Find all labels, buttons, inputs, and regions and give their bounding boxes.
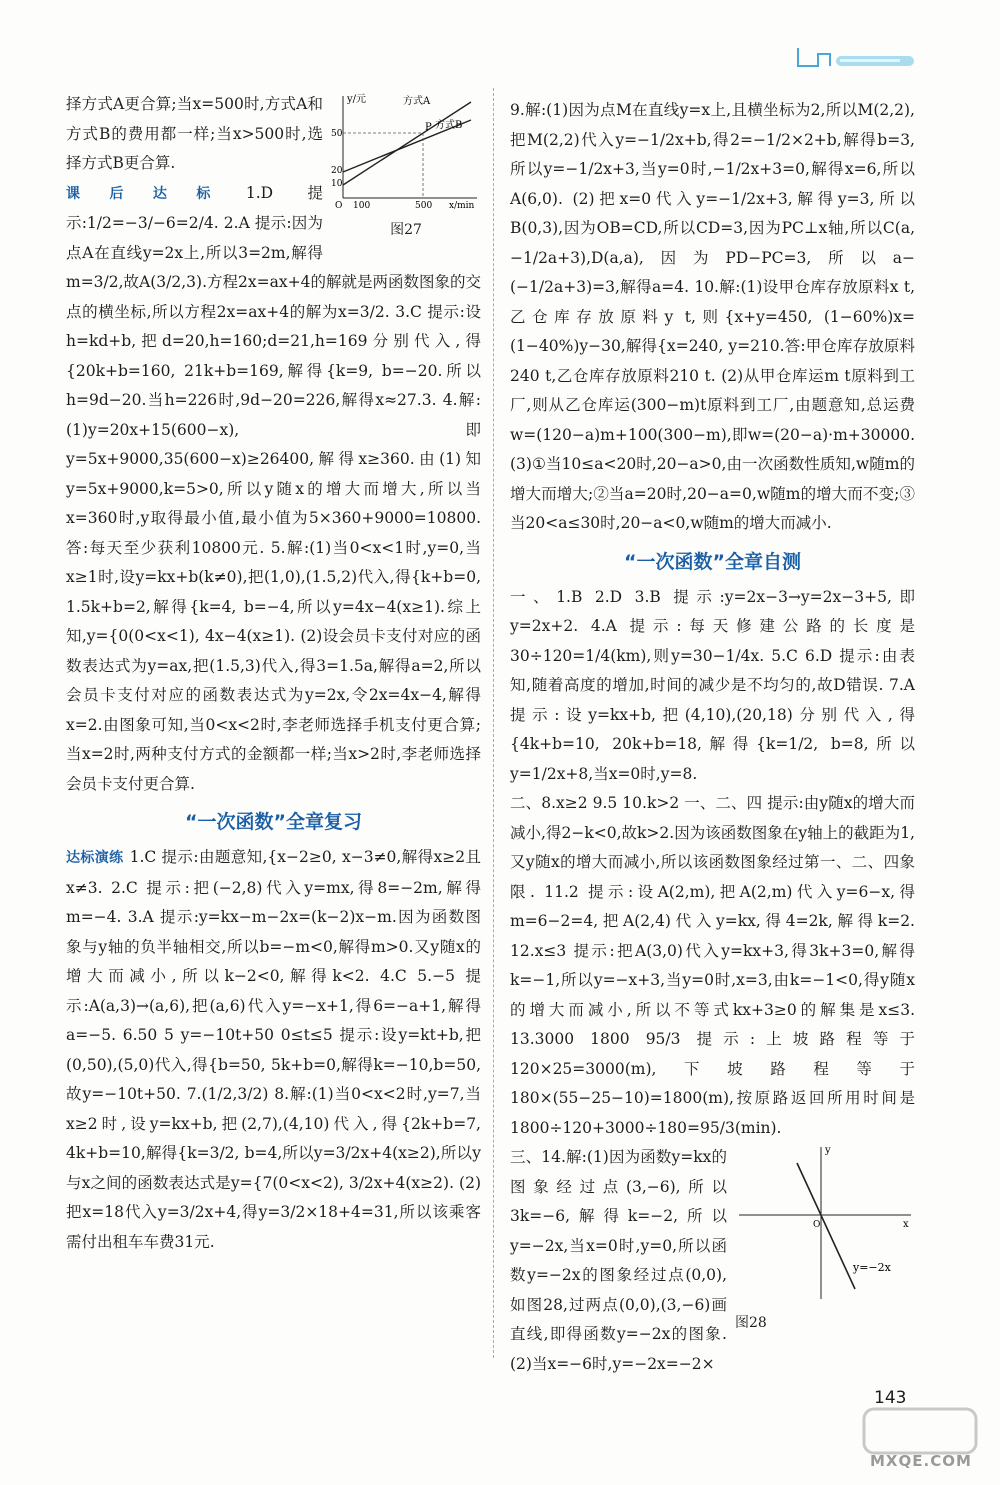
column-divider xyxy=(493,88,494,1358)
fig27-line-b: 方式B xyxy=(435,120,463,131)
section-tag-dabiao: 达标演练 xyxy=(66,850,124,866)
paragraph: 三、14.解:(1)因为函数y=kx的图象经过点(3,−6),所以3k=−6,解得k=−2,所以y=−2x,当x=0时,y=0,所以函数y=−2x的图象经过点(0,0),如图28,过两点(0,0),(3,−6)画直线,即得函数y=−2x的图象. (2)当x=−6时,y=−2x=−2× xyxy=(510,1148,727,1373)
section-tag-kehou: 课后达标 xyxy=(66,185,240,202)
figure-28-caption: 图28 xyxy=(735,1314,767,1331)
fig27-tick-x: O xyxy=(335,201,343,210)
paragraph: 一、1.B 2.D 3.B 提示:y=2x−3→y=2x−3+5,即y=2x+2. 4.A 提示:每天修建公路的长度是30÷120=1/4(km),则y=30−1/4x. 5.C 6.D 提示:由表知,随着高度的增加,时间的减少是不均匀的,故D错误. 7.A 提示:设y=kx+b,把(4,10),(20,18)分别代入,得{4k+b=10, 20k+b=18,解得{k=1/2, b=8,所以y=1/2x+8,当x=0时,y=8. xyxy=(510,587,915,783)
fig27-tick-y: 20 xyxy=(331,166,343,176)
fig28-x-axis: x xyxy=(903,1219,909,1230)
paragraph: 9.解:(1)因为点M在直线y=x上,且横坐标为2,所以M(2,2),把M(2,2)代入y=−1/2x+b,得2=−1/2×2+b,解得b=3,所以y=−1/2x+3,当y=0时,−1/2x+3=0,解得x=6,所以A(6,0). (2)把x=0代入y=−1/2x+3,解得y=3,所以B(0,3),因为OB=CD,所以CD=3,因为PC⊥x轴,所以C(a,−1/2a+3),D(a,a),因为PD−PC=3,所以a−(−1/2a+3)=3,解得a=4. 10.解:(1)设甲仓库存放原料x t,乙仓库存放原料y t,则{x+y=450, (1−60%)x=(1−40%)y−30,解得{x=240, y=210.答:甲仓库存放原料240 t,乙仓库存放原料210 t. (2)从甲仓库运m t原料到工厂,则从乙仓库运(300−m)t原料到工厂,由题意知,总运费w=(120−a)m+100(300−m),即w=(20−a)·m+30000. (3)①当10≤a<20时,20−a>0,由一次函数性质知,w随m的增大而增大;②当a=20时,20−a=0,w随m的增大而不变;③当20<a≤30时,20−a<0,w随m的增大而减小. xyxy=(510,101,915,532)
section-heading-review: “一次函数”全章复习 xyxy=(185,811,362,833)
figure-28-graph xyxy=(735,1143,915,1303)
section-heading-test: “一次函数”全章自测 xyxy=(624,550,801,573)
fig27-y-label: y/元 xyxy=(347,94,367,105)
fig27-point: P xyxy=(425,122,432,133)
figure-27-caption: 图27 xyxy=(390,221,422,238)
paragraph: 1.D 提示:1/2=−3/−6=2/4. 2.A 提示:因为点A在直线y=2x上,所以3=2m,解得m=3/2,故A(3/2,3).方程2x=ax+4的解就是两函数图象的交点的横坐标,所以方程2x=ax+4的解为x=3/2. 3.C 提示:设h=kd+b,把d=20,h=160;d=21,h=169分别代入,得{20k+b=160, 21k+b=169,解得{k=9, b=−20.所以h=9d−20.当h=226时,9d−20=226,解得x≈27.3. 4.解:(1)y=20x+15(600−x),即y=5x+9000,35(600−x)≥26400,解得x≥360.由(1)知y=5x+9000,k=5>0,所以y随x的增大而增大,所以当x=360时,y取得最小值,最小值为5×360+9000=10800.答:每天至少获利10800元. 5.解:(1)当0<x<1时,y=0,当x≥1时,设y=kx+b(k≠0),把(1,0),(1.5,2)代入,得{k+b=0, 1.5k+b=2,解得{k=4, b=−4,所以y=4x−4(x≥1).综上知,y={0(0<x<1), 4x−4(x≥1). (2)设会员卡支付对应的函数表达式为y=ax,把(1.5,3)代入,得3=1.5a,解得a=2,所以会员卡支付对应的函数表达式为y=2x,令2x=4x−4,解得x=2.由图象可知,当0<x<2时,李老师选择手机支付更合算;当x=2时,两种支付方式的金额都一样;当x>2时,李老师选择会员卡支付更合算. xyxy=(66,183,481,793)
fig27-line-a: 方式A xyxy=(403,96,431,107)
fig28-origin: O xyxy=(813,1220,821,1230)
corner-decoration xyxy=(796,44,916,74)
watermark-text: MXQE.COM xyxy=(870,1452,972,1470)
fig27-tick-y: 10 xyxy=(331,179,343,189)
figure-28 xyxy=(735,1143,915,1332)
fig28-y-axis: y xyxy=(825,1145,831,1156)
fig27-tick-y: 50 xyxy=(331,129,343,139)
paragraph: 二、8.x≥2 9.5 10.k>2 一、二、四 提示:由y随x的增大而减小,得2−k<0,故k>2.因为该函数图象在y轴上的截距为1,又y随x的增大而减小,所以该函数图象经过第一、二、四象限. 11.2 提示:设A(2,m),把A(2,m)代入y=6−x,得m=6−2=4,把A(2,4)代入y=kx,得4=2k,解得k=2. 12.x≤3 提示:把A(3,0)代入y=kx+3,得3k+3=0,解得k=−1,所以y=−x+3,当y=0时,x=3,由k=−1<0,得y随x的增大而减小,所以不等式kx+3≥0的解集是x≤3. 13.3000 1800 95/3 提示:上坡路程等于120×25=3000(m),下坡路程等于180×(55−25−10)=1800(m),按原路返回所用时间是1800÷120+3000÷180=95/3(min). xyxy=(510,794,915,1137)
right-column xyxy=(510,96,915,1379)
figure-27-graph xyxy=(331,90,481,210)
figure-27 xyxy=(331,90,481,239)
fig27-tick-x: 500 xyxy=(415,201,433,210)
paragraph: 择方式A更合算;当x=500时,方式A和方式B的费用都一样;当x>500时,选择方式B更合算. xyxy=(66,95,323,172)
left-column xyxy=(66,90,481,1257)
page-number: 143 xyxy=(874,1388,907,1408)
fig27-tick-x: 100 xyxy=(353,201,371,210)
fig28-line-label: y=−2x xyxy=(853,1261,891,1274)
paragraph: 1.C 提示:由题意知,{x−2≥0, x−3≠0,解得x≥2且x≠3. 2.C 提示:把(−2,8)代入y=mx,得8=−2m,解得m=−4. 3.A 提示:y=kx−m−2x=(k−2)x−m.因为函数图象与y轴的负半轴相交,所以b=−m<0,解得m>0.又y随x的增大而减小,所以k−2<0,解得k<2. 4.C 5.−5 提示:A(a,3)→(a,6),把(a,6)代入y=−x+1,得6=−a+1,解得a=−5. 6.50 5 y=−10t+50 0≤t≤5 提示:设y=kt+b,把(0,50),(5,0)代入,得{b=50, 5k+b=0,解得k=−10,b=50,故y=−10t+50. 7.(1/2,3/2) 8.解:(1)当0<x<2时,y=7,当x≥2时,设y=kx+b,把(2,7),(4,10)代入,得{2k+b=7, 4k+b=10,解得{k=3/2, b=4,所以y=3/2x+4(x≥2),所以y与x之间的函数表达式是y={7(0<x<2), 3/2x+4(x≥2). (2)把x=18代入y=3/2x+4,得y=3/2×18+4=31,所以该乘客需付出租车车费31元. xyxy=(66,848,482,1251)
fig27-x-label: x/min xyxy=(449,201,475,210)
